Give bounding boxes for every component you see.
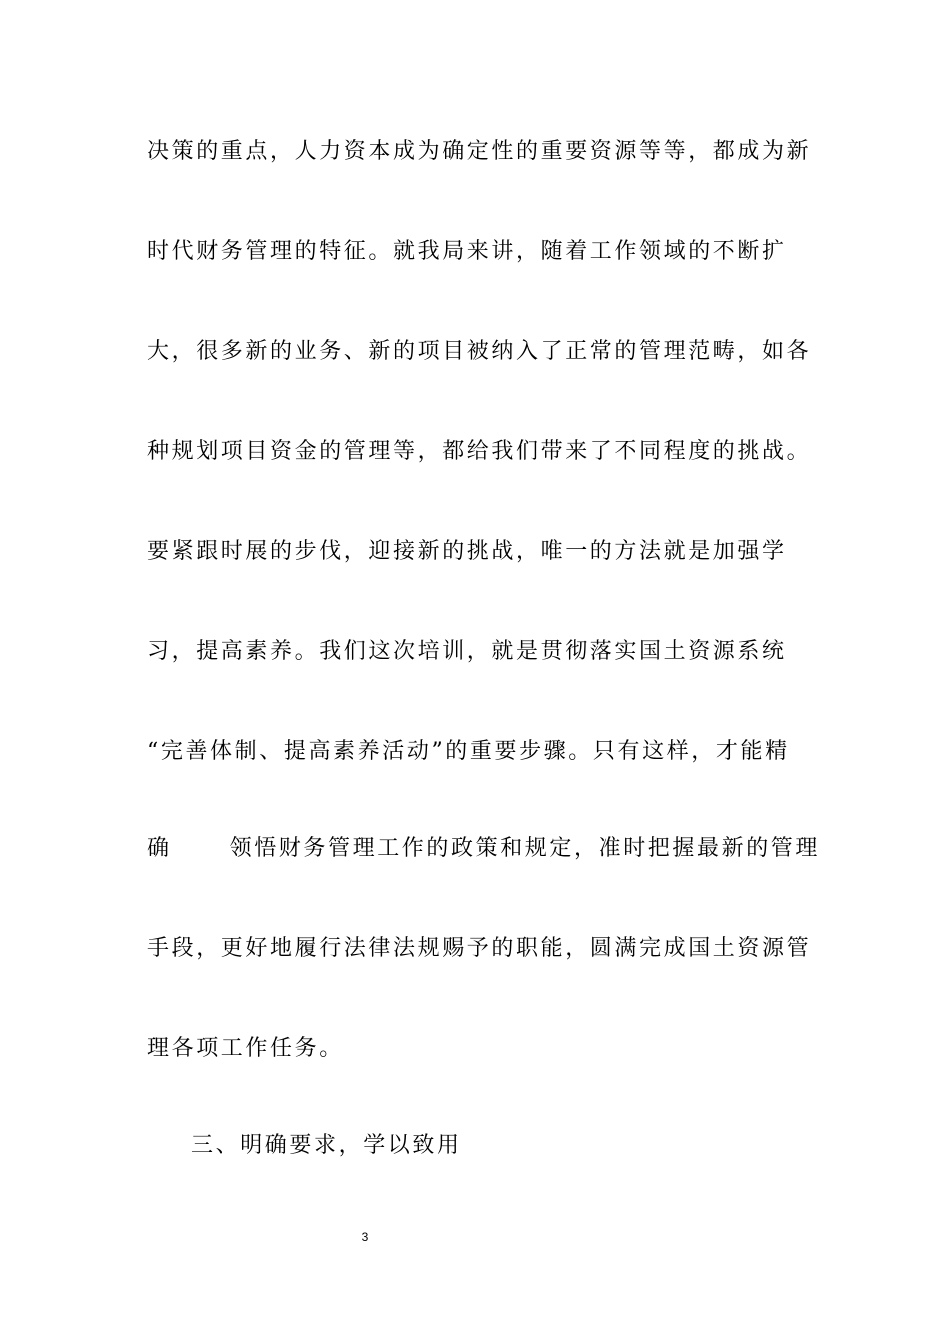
paragraph-line: 理各项工作任务。 — [147, 1036, 344, 1061]
section-heading: 三、明确要求，学以致用 — [191, 1133, 462, 1158]
paragraph-line: 决策的重点，人力资本成为确定性的重要资源等等，都成为新 — [147, 139, 812, 164]
paragraph-line: “完善体制、提高素养活动”的重要步骤。只有这样，才能精 — [147, 739, 790, 764]
split-line-right-text: 领悟财务管理工作的政策和规定，准时把握最新的管理 — [229, 836, 821, 861]
paragraph-line: 时代财务管理的特征。就我局来讲，随着工作领域的不断扩 — [147, 239, 787, 264]
paragraph-line-split — [147, 834, 821, 864]
paragraph-line: 手段，更好地履行法律法规赐予的职能，圆满完成国土资源管 — [147, 936, 812, 961]
paragraph-line: 习，提高素养。我们这次培训，就是贯彻落实国土资源系统 — [147, 639, 787, 664]
paragraph-line: 种规划项目资金的管理等，都给我们带来了不同程度的挑战。 — [147, 439, 812, 464]
split-line-left-text: 确 — [147, 836, 172, 861]
paragraph-line: 要紧跟时展的步伐，迎接新的挑战，唯一的方法就是加强学 — [147, 539, 787, 564]
page-number: 3 — [361, 1230, 369, 1244]
paragraph-line: 大，很多新的业务、新的项目被纳入了正常的管理范畴，如各 — [147, 339, 812, 364]
